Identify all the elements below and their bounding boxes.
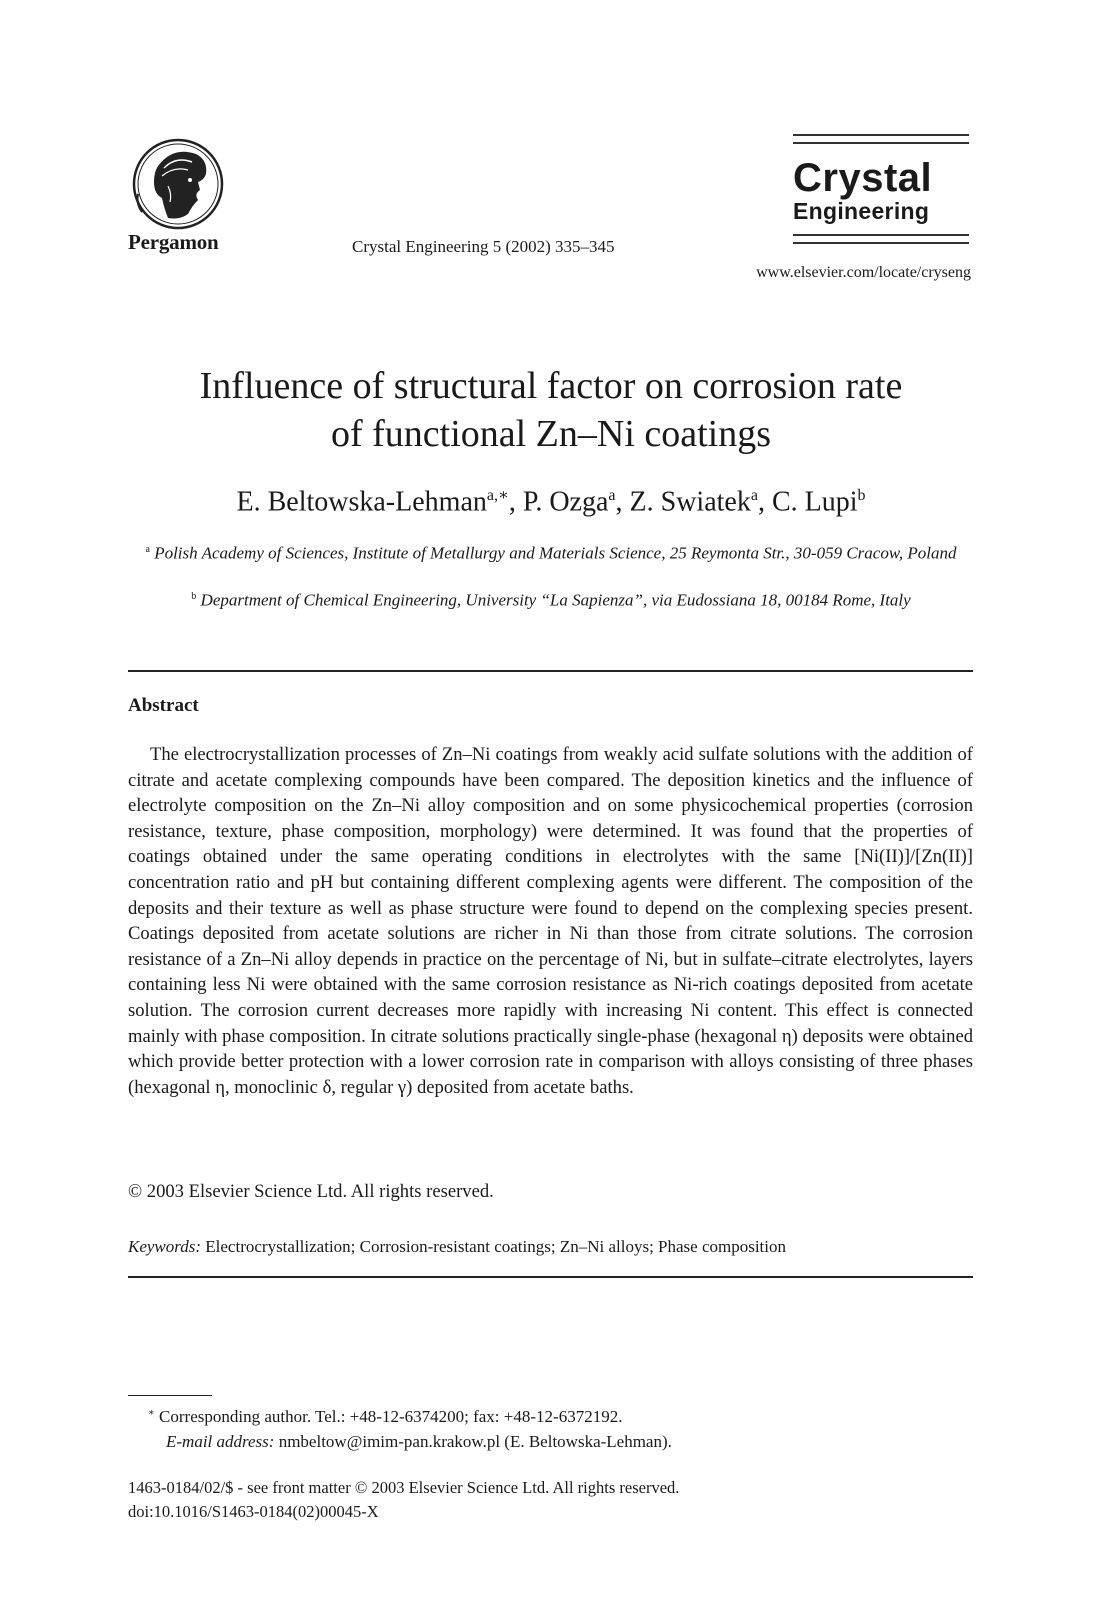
pergamon-athena-logo-icon: [128, 136, 236, 236]
author-name: P. Ozga: [522, 486, 609, 518]
title-line-2: of functional Zn–Ni coatings: [330, 413, 772, 455]
doi-link[interactable]: doi:10.1016/S1463-0184(02)00045-X: [128, 1502, 379, 1521]
footnote-mark: ∗: [148, 1407, 155, 1419]
brand-bottom-rule: [793, 234, 969, 244]
email-note: [166, 1432, 672, 1452]
paper-title: [100, 362, 1002, 458]
brand-top-rule: [793, 134, 969, 144]
brand-subtitle: Engineering: [793, 198, 930, 224]
affiliation-text: Polish Academy of Sciences, Institute of Metallurgy and Materials Science, 25 Reymonta Str., 30-059 Cracow, Poland: [154, 543, 957, 563]
abstract-top-rule: [128, 670, 973, 672]
affiliation-mark: b: [191, 591, 197, 602]
affiliation-b: [128, 585, 974, 612]
keywords-line: [128, 1237, 786, 1257]
abstract-heading: Abstract: [128, 695, 199, 716]
affiliation-a: [128, 538, 974, 565]
keywords-text: Electrocrystallization; Corrosion-resistant coatings; Zn–Ni alloys; Phase composition: [205, 1237, 787, 1256]
affiliation-mark: a: [145, 544, 150, 555]
email-address-link[interactable]: nmbeltow@imim-pan.krakow.pl (E. Beltowska-Lehman).: [278, 1432, 672, 1451]
corresponding-text: Corresponding author. Tel.: +48-12-6374200; fax: +48-12-6372192.: [159, 1407, 623, 1426]
author-affil-mark: b: [857, 487, 866, 504]
journal-brand: [793, 134, 969, 244]
author-list: [100, 485, 1002, 518]
author-name: C. Lupi: [771, 486, 858, 518]
brand-title: Crystal: [793, 156, 933, 200]
author-affil-mark: a,∗: [486, 487, 509, 504]
publisher-name: Pergamon: [128, 230, 219, 254]
affiliation-text: Department of Chemical Engineering, University “La Sapienza”, via Eudossiana 18, 00184 Rome, Italy: [200, 590, 911, 610]
footnote-rule: [128, 1395, 212, 1396]
keywords-label: Keywords:: [128, 1237, 202, 1256]
abstract-copyright: © 2003 Elsevier Science Ltd. All rights reserved.: [128, 1181, 494, 1202]
author-separator: ,: [757, 486, 772, 518]
journal-url-link[interactable]: www.elsevier.com/locate/cryseng: [756, 264, 971, 281]
author-separator: ,: [615, 486, 630, 518]
author-affil-mark: a: [750, 487, 758, 504]
journal-citation: Crystal Engineering 5 (2002) 335–345: [352, 237, 615, 256]
author-name: Z. Swiatek: [629, 486, 751, 518]
front-matter-issn: 1463-0184/02/$ - see front matter © 2003 Elsevier Science Ltd. All rights reserved.: [128, 1478, 680, 1497]
abstract-body: The electrocrystallization processes of Zn–Ni coatings from weakly acid sulfate solutions with the addition of citrate and acetate complexing compounds have been compared. The deposition kinetics and the influence of electrolyte composition on the Zn–Ni alloy composition and on some physicochemical properties (corrosion resistance, texture, phase composition, morphology) were determined. It was found that the properties of coatings obtained under the same operating conditions in electrolytes with the same [Ni(II)]/[Zn(II)] concentration ratio and pH but containing different complexing agents were different. The composition of the deposits and their texture as well as phase structure were found to depend on the complexing species present. Coatings deposited from acetate solutions are richer in Ni than those from citrate solutions. The corrosion resistance of a Zn–Ni alloy depends in practice on the percentage of Ni, but in sulfate–citrate electrolytes, layers containing less Ni were obtained with the same corrosion resistance as Ni-rich coatings deposited from acetate solution. The corrosion current decreases more rapidly with increasing Ni content. This effect is connected mainly with phase composition. In citrate solutions practically single-phase (hexagonal η) deposits were obtained which provide better protection with a lower corrosion rate in comparison with alloys consisting of three phases (hexagonal η, monoclinic δ, regular γ) deposited from acetate baths.: [128, 744, 973, 1098]
title-line-1: Influence of structural factor on corrosion rate: [199, 365, 903, 407]
email-label: E-mail address:: [166, 1432, 275, 1451]
author-separator: ,: [508, 486, 523, 518]
corresponding-author-note: [148, 1407, 622, 1427]
author-affil-mark: a: [608, 487, 616, 504]
abstract-bottom-rule: [128, 1276, 973, 1278]
author-name: E. Beltowska-Lehman: [236, 486, 487, 518]
